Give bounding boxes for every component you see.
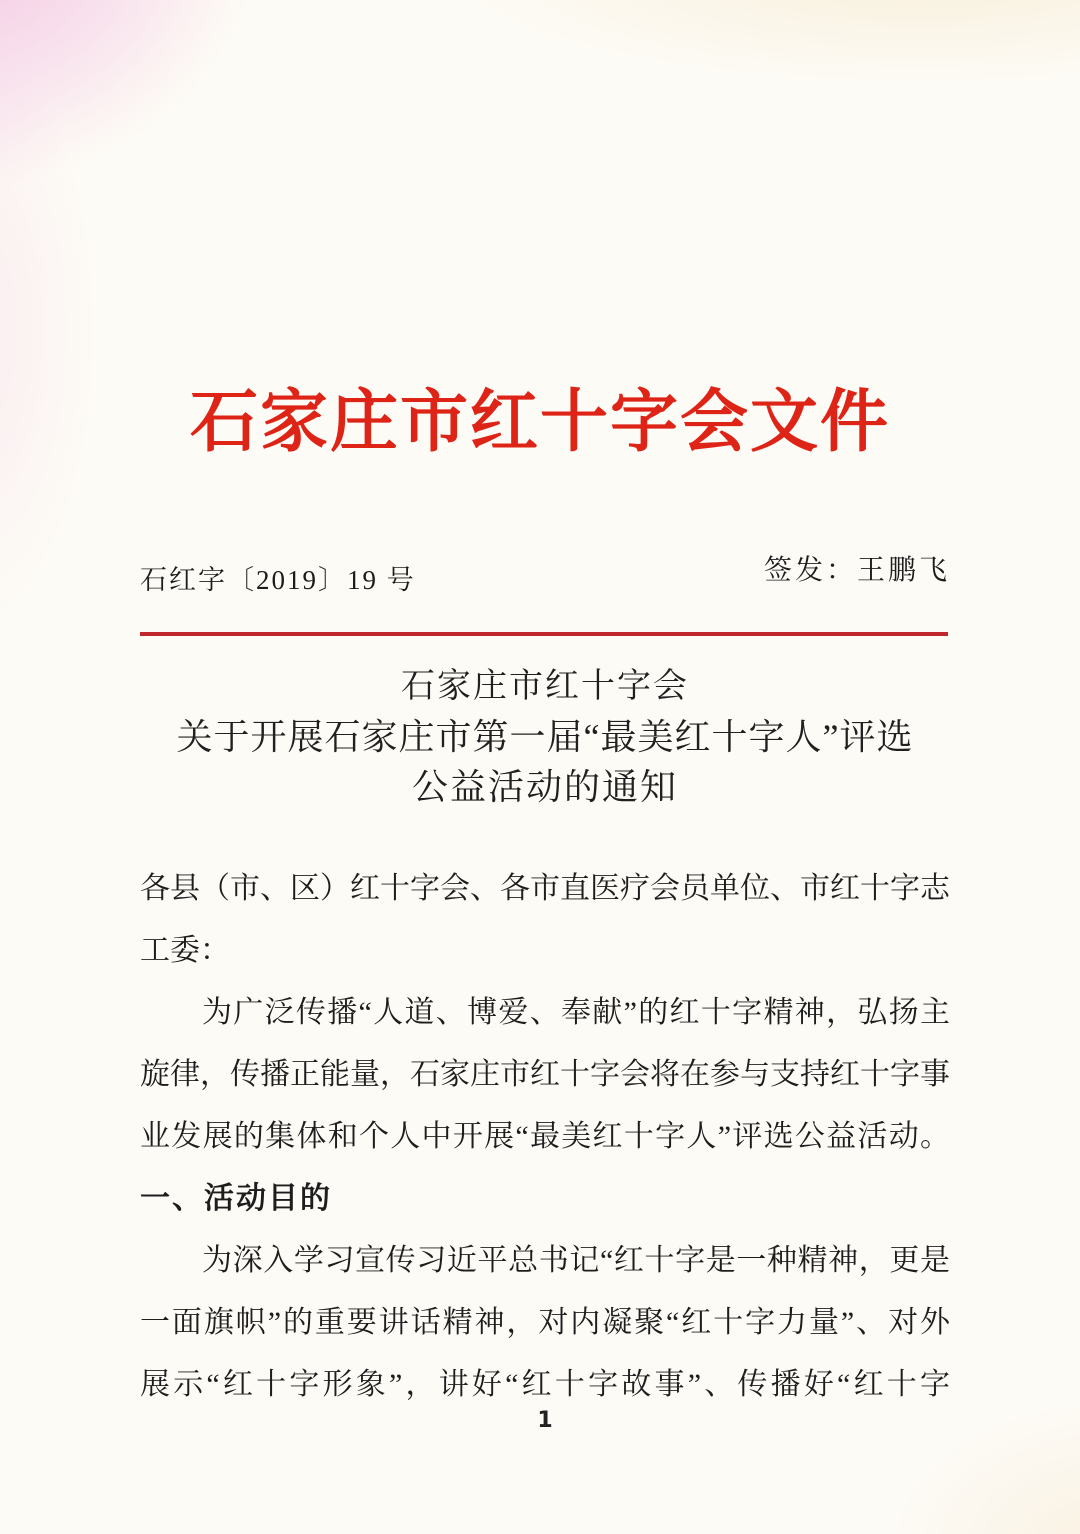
paragraph-1-line-1: 为广泛传播“人道、博爱、奉献”的红十字精神，弘扬主 (202, 996, 950, 1029)
doc-number: 石红字〔2019〕19 号 (140, 565, 416, 595)
red-divider-rule (140, 632, 948, 636)
section-1-heading: 一、活动目的 (140, 1182, 332, 1215)
document-title-line-3: 公益活动的通知 (411, 767, 678, 807)
masthead-org-title: 石家庄市红十字会文件 (189, 384, 890, 460)
document-title-block (110, 662, 980, 812)
salutation-line-2: 工委： (140, 934, 230, 967)
paragraph-1-line-3: 业发展的集体和个人中开展“最美红十字人”评选公益活动。 (140, 1120, 950, 1153)
page-number: 1 (537, 1408, 553, 1433)
document-title-line-1: 石家庄市红十字会 (401, 668, 689, 705)
salutation-line-1: 各县（市、区）红十字会、各市直医疗会员单位、市红十字志 (140, 872, 950, 905)
issuer-signature: 签发：王鹏飞 (763, 555, 950, 586)
paragraph-2-line-2: 一面旗帜”的重要讲话精神，对内凝聚“红十字力量”、对外 (140, 1306, 950, 1339)
paragraph-1-line-2: 旋律，传播正能量，石家庄市红十字会将在参与支持红十字事 (140, 1058, 950, 1091)
paragraph-2-line-3: 展示“红十字形象”，讲好“红十字故事”、传播好“红十字 (140, 1368, 950, 1401)
document-title-line-2: 关于开展石家庄市第一届“最美红十字人”评选 (176, 717, 914, 757)
document-meta-row (140, 548, 950, 597)
paragraph-2-line-1: 为深入学习宣传习近平总书记“红十字是一种精神，更是 (202, 1244, 950, 1277)
document-body (140, 858, 950, 1416)
